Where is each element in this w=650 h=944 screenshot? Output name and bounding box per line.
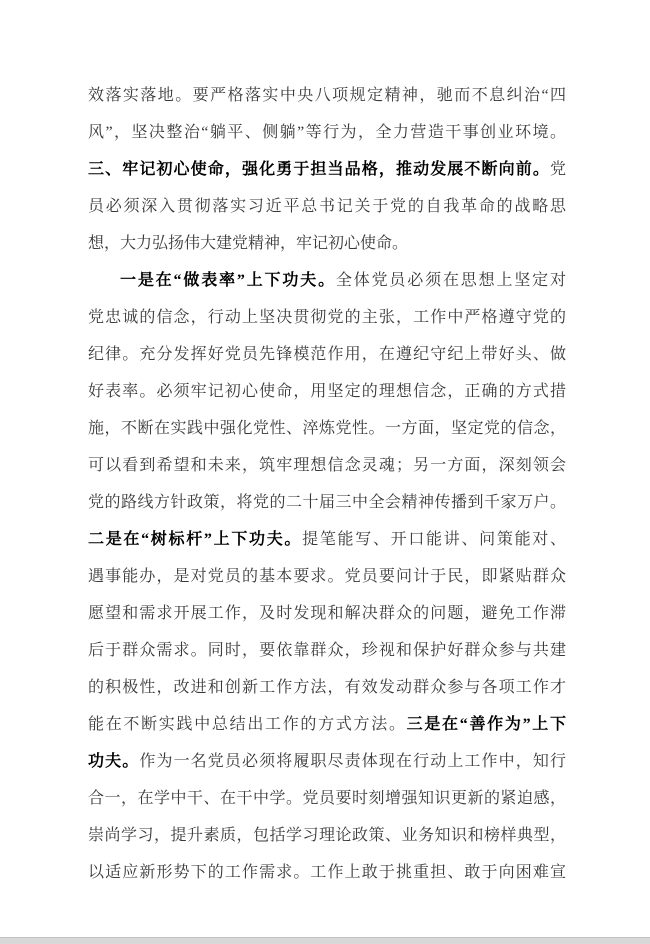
- page-bottom-edge: [0, 937, 650, 944]
- text-line: [88, 632, 566, 669]
- text-run: 愿望和需求开展工作，及时发现和解决群众的问题，避免工作滞: [88, 605, 566, 622]
- bold-text-run: 功夫。: [88, 753, 140, 770]
- text-run: 能在不断实践中总结出工作的方式方法。: [88, 716, 407, 733]
- text-run: 党: [549, 161, 566, 178]
- text-line: [88, 151, 566, 188]
- bold-text-run: 一是在“做表率”上下功夫。: [120, 272, 336, 289]
- text-line: [88, 225, 566, 262]
- text-run: 施，不断在实践中强化党性、淬炼党性。一方面，坚定党的信念，: [88, 420, 566, 437]
- text-line: [88, 410, 566, 447]
- text-line: [88, 262, 566, 299]
- text-run: 后于群众需求。同时，要依靠群众，珍视和保护好群众参与共建: [88, 642, 566, 659]
- text-line: [88, 77, 566, 114]
- text-line: [88, 521, 566, 558]
- text-line: [88, 669, 566, 706]
- text-run: 好表率。必须牢记初心使命，用坚定的理想信念，正确的方式措: [88, 383, 566, 400]
- text-line: [88, 558, 566, 595]
- text-line: [88, 336, 566, 373]
- text-line: [88, 817, 566, 854]
- text-line: [88, 114, 566, 151]
- text-line: [88, 743, 566, 780]
- text-line: [88, 780, 566, 817]
- text-run: 风”，坚决整治“躺平、侧躺”等行为，全力营造干事创业环境。: [88, 124, 566, 141]
- text-line: [88, 595, 566, 632]
- bold-text-run: 三、牢记初心使命，强化勇于担当品格，推动发展不断向前。: [88, 161, 550, 178]
- text-run: 全体党员必须在思想上坚定对: [335, 272, 566, 289]
- text-line: [88, 373, 566, 410]
- text-run: 想，大力弘扬伟大建党精神，牢记初心使命。: [88, 235, 409, 252]
- text-run: 党忠诚的信念，行动上坚决贯彻党的主张，工作中严格遵守党的: [88, 309, 566, 326]
- text-run: 合一，在学中干、在干中学。党员要时刻增强知识更新的紧迫感，: [88, 790, 566, 807]
- text-line: [88, 299, 566, 336]
- text-line: [88, 188, 566, 225]
- text-line: [88, 484, 566, 521]
- bold-text-run: 三是在“善作为”上下: [406, 716, 566, 733]
- text-run: 纪律。充分发挥好党员先锋模范作用，在遵纪守纪上带好头、做: [88, 346, 566, 363]
- text-run: 可以看到希望和未来，筑牢理想信念灵魂；另一方面，深刻领会: [88, 457, 566, 474]
- text-run: 作为一名党员必须将履职尽责体现在行动上工作中，知行: [139, 753, 566, 770]
- text-run: 提笔能写、开口能讲、问策能对、: [302, 531, 566, 548]
- text-run: 员必须深入贯彻落实习近平总书记关于党的自我革命的战略思: [88, 198, 566, 215]
- text-line: [88, 706, 566, 743]
- text-line: [88, 854, 566, 891]
- text-run: 崇尚学习，提升素质，包括学习理论政策、业务知识和榜样典型，: [88, 827, 566, 844]
- text-run: 效落实落地。要严格落实中央八项规定精神，驰而不息纠治“四: [88, 87, 566, 104]
- text-line: [88, 447, 566, 484]
- text-run: 的积极性，改进和创新工作方法，有效发动群众参与各项工作才: [88, 679, 566, 696]
- text-run: 遇事能办，是对党员的基本要求。党员要问计于民，即紧贴群众: [88, 568, 566, 585]
- bold-text-run: 二是在“树标杆”上下功夫。: [88, 531, 303, 548]
- text-run: 党的路线方针政策，将党的二十届三中全会精神传播到千家万户。: [88, 494, 566, 511]
- document-body: [88, 77, 566, 891]
- text-run: 以适应新形势下的工作需求。工作上敢于挑重担、敢于向困难宣: [88, 864, 566, 881]
